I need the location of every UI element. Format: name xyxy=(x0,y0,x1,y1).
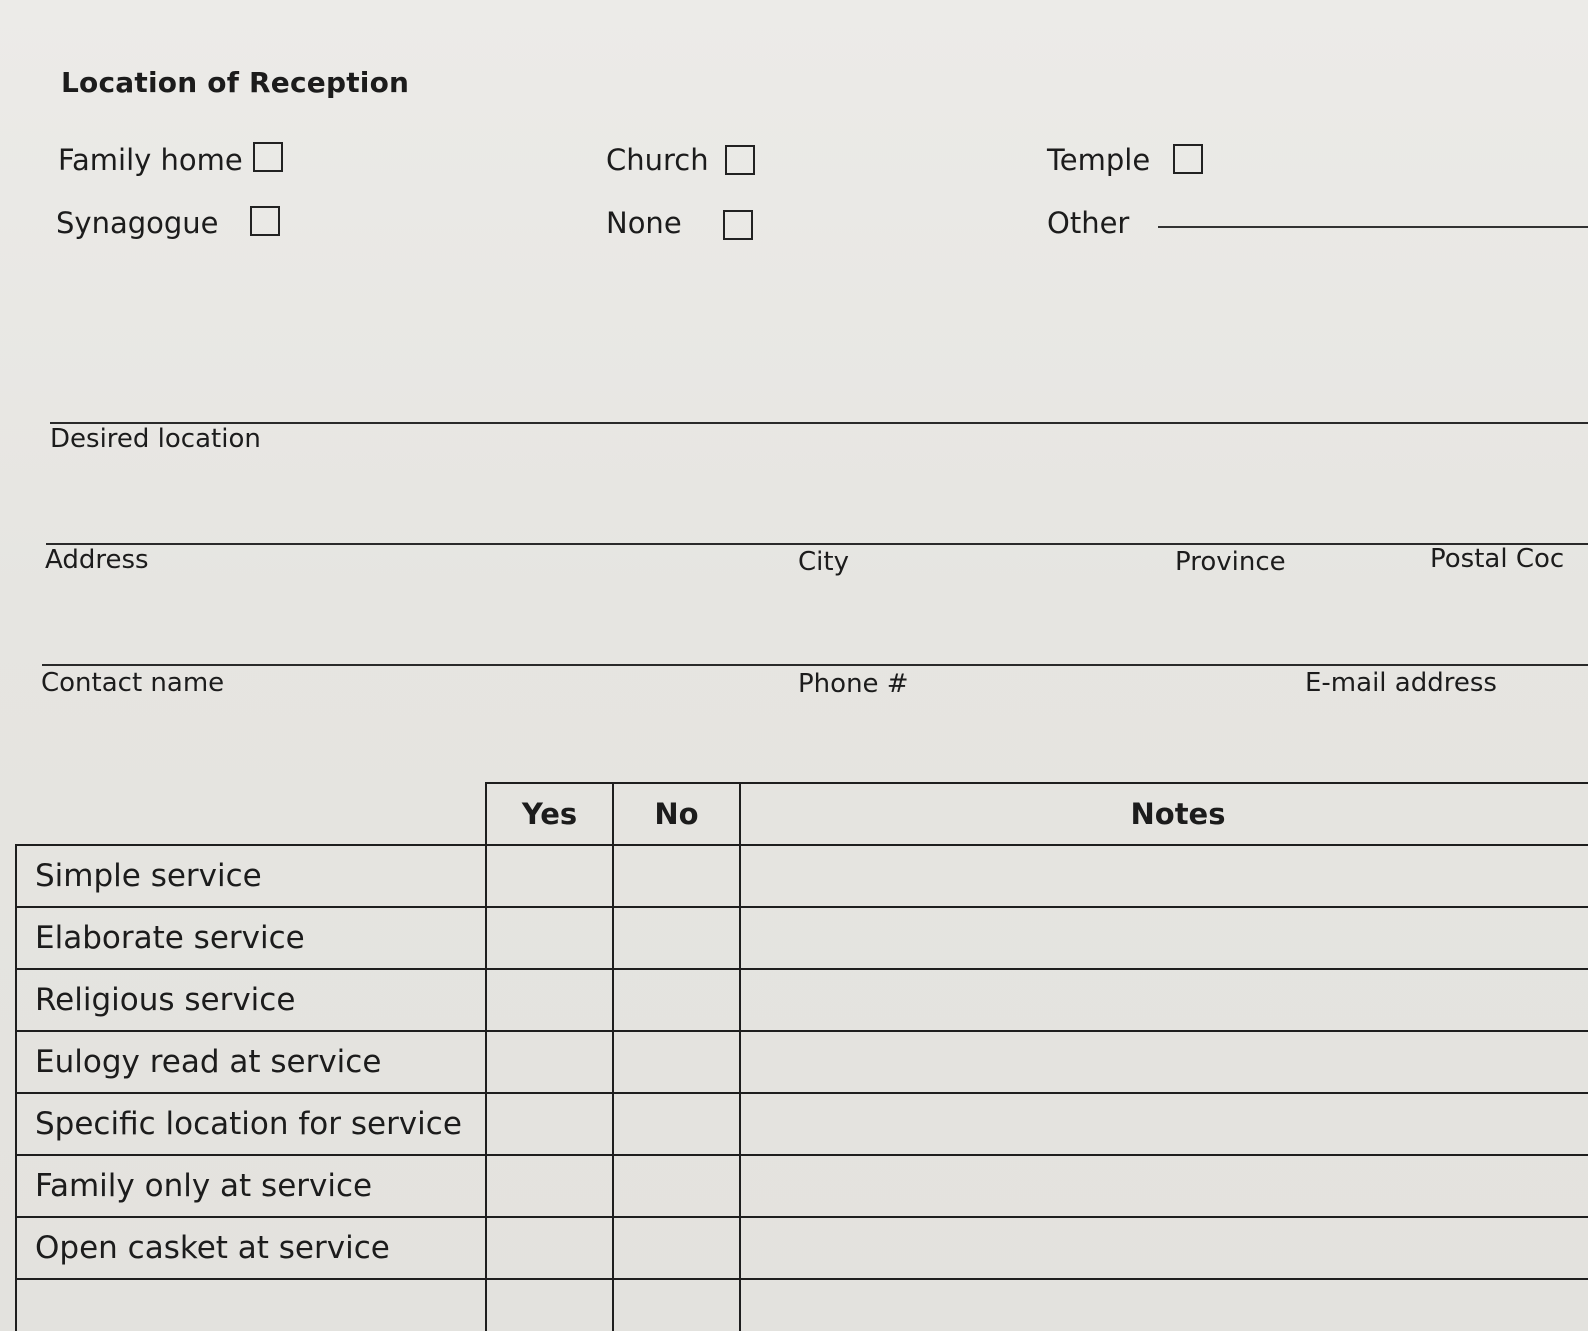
contact-name-label: Contact name xyxy=(41,668,225,698)
option-label-family-home: Family home xyxy=(58,143,243,177)
no-cell[interactable] xyxy=(613,845,740,907)
notes-cell[interactable] xyxy=(740,1031,1588,1093)
service-table xyxy=(15,782,1588,1331)
address-label: Address xyxy=(45,545,149,575)
row-label: Religious service xyxy=(16,969,486,1031)
header-blank-cell xyxy=(16,783,486,845)
option-label-none: None xyxy=(606,206,682,240)
notes-cell[interactable] xyxy=(740,1093,1588,1155)
row-label: Specific location for service xyxy=(16,1093,486,1155)
email-input[interactable] xyxy=(1306,627,1586,663)
address-line xyxy=(46,543,1588,545)
contact-name-input[interactable] xyxy=(44,627,788,663)
table-row xyxy=(16,907,1588,969)
yes-cell[interactable] xyxy=(486,845,613,907)
option-label-temple: Temple xyxy=(1047,143,1151,177)
table-row xyxy=(16,1093,1588,1155)
header-yes: Yes xyxy=(486,783,613,845)
yes-cell[interactable] xyxy=(486,1155,613,1217)
city-label: City xyxy=(798,547,849,577)
phone-label: Phone # xyxy=(798,669,909,699)
notes-cell[interactable] xyxy=(740,1155,1588,1217)
option-label-synagogue: Synagogue xyxy=(56,206,219,240)
yes-cell[interactable] xyxy=(486,969,613,1031)
no-cell[interactable] xyxy=(613,1217,740,1279)
yes-cell[interactable] xyxy=(486,1093,613,1155)
city-input[interactable] xyxy=(800,506,1164,542)
checkbox-none[interactable] xyxy=(723,210,753,240)
no-cell[interactable] xyxy=(613,1093,740,1155)
no-cell[interactable] xyxy=(613,1279,740,1331)
notes-cell[interactable] xyxy=(740,1279,1588,1331)
row-label: Eulogy read at service xyxy=(16,1031,486,1093)
table-row xyxy=(16,1031,1588,1093)
province-label: Province xyxy=(1175,547,1286,577)
table-row xyxy=(16,969,1588,1031)
option-label-other: Other xyxy=(1047,206,1130,240)
no-cell[interactable] xyxy=(613,1155,740,1217)
contact-line xyxy=(42,664,1588,666)
table-row xyxy=(16,1279,1588,1331)
checkbox-synagogue[interactable] xyxy=(250,206,280,236)
row-label xyxy=(16,1279,486,1331)
yes-cell[interactable] xyxy=(486,1031,613,1093)
notes-cell[interactable] xyxy=(740,969,1588,1031)
address-input[interactable] xyxy=(48,506,772,542)
header-notes: Notes xyxy=(740,783,1588,845)
desired-location-line xyxy=(50,422,1588,424)
header-no: No xyxy=(613,783,740,845)
row-label: Simple service xyxy=(16,845,486,907)
other-fill-line xyxy=(1158,226,1588,228)
no-cell[interactable] xyxy=(613,969,740,1031)
checkbox-temple[interactable] xyxy=(1173,144,1203,174)
desired-location-label: Desired location xyxy=(50,424,261,454)
row-label: Family only at service xyxy=(16,1155,486,1217)
postal-code-label: Postal Coc xyxy=(1430,544,1565,574)
yes-cell[interactable] xyxy=(486,1279,613,1331)
email-label: E-mail address xyxy=(1305,668,1497,698)
checkbox-family-home[interactable] xyxy=(253,142,283,172)
no-cell[interactable] xyxy=(613,907,740,969)
notes-cell[interactable] xyxy=(740,907,1588,969)
other-input[interactable] xyxy=(1162,192,1586,226)
row-label: Open casket at service xyxy=(16,1217,486,1279)
table-header-row xyxy=(16,783,1588,845)
yes-cell[interactable] xyxy=(486,907,613,969)
phone-input[interactable] xyxy=(800,627,1294,663)
table-row xyxy=(16,845,1588,907)
row-label: Elaborate service xyxy=(16,907,486,969)
checkbox-church[interactable] xyxy=(725,145,755,175)
notes-cell[interactable] xyxy=(740,845,1588,907)
postal-code-input[interactable] xyxy=(1432,506,1586,542)
table-row xyxy=(16,1217,1588,1279)
province-input[interactable] xyxy=(1176,506,1420,542)
section-title: Location of Reception xyxy=(61,66,410,99)
option-label-church: Church xyxy=(606,143,709,177)
notes-cell[interactable] xyxy=(740,1217,1588,1279)
table-row xyxy=(16,1155,1588,1217)
yes-cell[interactable] xyxy=(486,1217,613,1279)
desired-location-input[interactable] xyxy=(52,385,1586,421)
no-cell[interactable] xyxy=(613,1031,740,1093)
